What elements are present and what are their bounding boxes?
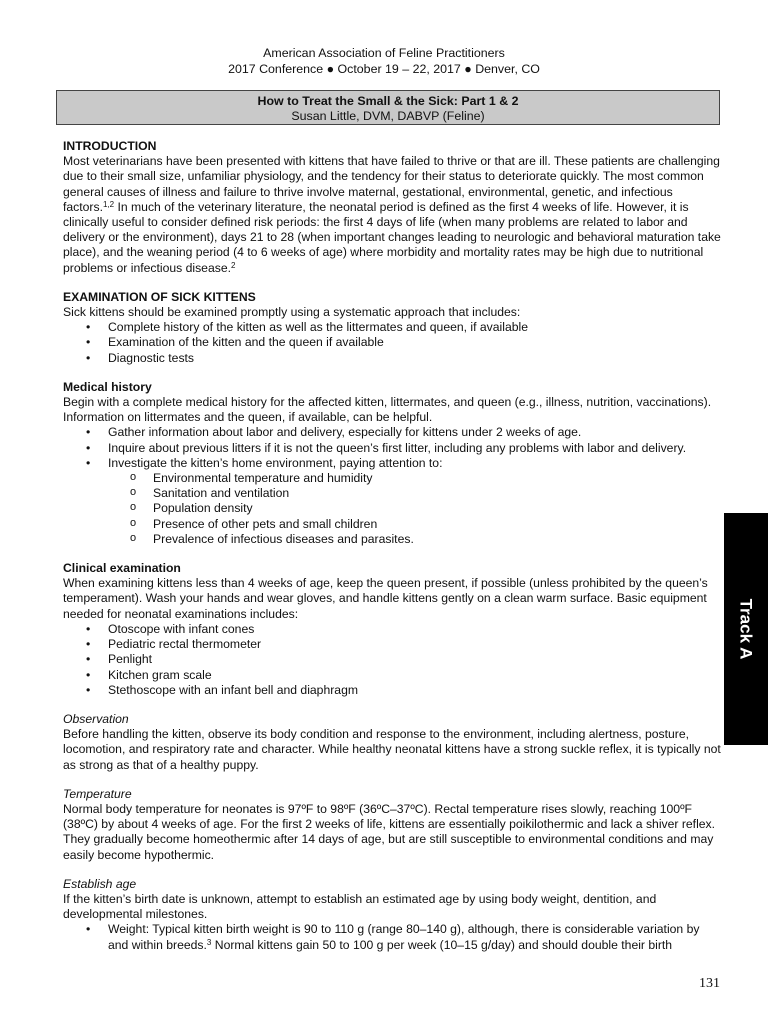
medical-history-list [63, 425, 721, 471]
examination-intro: Sick kittens should be examined promptly using a systematic approach that includes: [63, 305, 521, 320]
establish-age-list [63, 922, 721, 952]
page-number: 131 [699, 976, 720, 991]
introduction-text-part1: Most veterinarians have been presented with kittens that have failed to thrive or that are ill. These patients are challenging due to their small size, unfamiliar physiology, and the tendency for their status to deteriorate quickly. The most common general causes of illness and failure to thrive involve maternal, gestational, environmental, genetic, and infectious factors. [63, 154, 720, 214]
list-item: • Penlight [63, 652, 721, 667]
list-item [63, 922, 721, 952]
list-item: • Pediatric rectal thermometer [63, 637, 721, 652]
sublist-item: o Presence of other pets and small children [63, 517, 721, 532]
list-item-text: Investigate the kitten’s home environment, paying attention to: [108, 455, 443, 470]
establish-age-heading: Establish age [63, 876, 137, 891]
weight-text-part2: Normal kittens gain 50 to 100 g per week (10–15 g/day) and should double their birth [211, 937, 673, 952]
clinical-exam-heading: Clinical examination [63, 561, 181, 576]
citation-ref: 2 [231, 260, 236, 270]
medical-history-heading: Medical history [63, 379, 152, 394]
temperature-heading: Temperature [63, 786, 132, 801]
list-item [63, 456, 721, 471]
list-item: • Kitchen gram scale [63, 668, 721, 683]
citation-ref: 1,2 [102, 199, 115, 209]
equipment-list [63, 622, 721, 698]
observation-text: Before handling the kitten, observe its body condition and response to the environment, including alertness, posture, locomotion, and respiratory rate and character. While healthy neonatal kittens have a strong suckle reflex, it is typically not as strong as that of a healthy puppy. [63, 727, 721, 772]
list-item: • Gather information about labor and delivery, especially for kittens under 2 weeks of age. [63, 425, 721, 440]
conference-info: 2017 Conference ● October 19 – 22, 2017 ● Denver, CO [228, 62, 540, 76]
sublist-item: o Prevalence of infectious diseases and parasites. [63, 532, 721, 547]
title-box [56, 90, 720, 125]
observation-heading: Observation [63, 711, 129, 726]
sublist-item: o Population density [63, 501, 721, 516]
track-label: Track A [736, 598, 756, 660]
temperature-text: Normal body temperature for neonates is 97ºF to 98ºF (36ºC–37ºC). Rectal temperature rises slowly, reaching 100ºF (38ºC) by about 4 weeks of age. For the first 2 weeks of life, kittens are essentially poikilothermic and lack a shiver reflex. They gradually become homeothermic after 14 days of age, but are still susceptible to environmental conditions and may easily become hypothermic. [63, 801, 716, 862]
sublist-item: o Environmental temperature and humidity [63, 471, 721, 486]
citation-ref: 3 [206, 937, 212, 947]
list-item: • Examination of the kitten and the queen if available [63, 335, 721, 350]
clinical-exam-intro: When examining kittens less than 4 weeks of age, keep the queen present, if possible (unless prohibited by the queen’s temperament). Wash your hands and wear gloves, and handle kittens gently on a clean warm surface. Basic equipment needed for neonatal examinations includes: [63, 576, 708, 621]
list-item: • Inquire about previous litters if it is not the queen’s first litter, including any problems with labor and delivery. [63, 441, 721, 456]
home-environment-sublist [63, 471, 721, 547]
lecture-title: How to Treat the Small & the Sick: Part 1 & 2 [257, 94, 519, 108]
introduction-paragraph [63, 154, 721, 276]
weight-text-part1: Typical kitten birth weight is 90 to 110 g (range 80–140 g), although, there is considerable variation by and within breeds. [108, 922, 700, 952]
list-item: • Stethoscope with an infant bell and diaphragm [63, 683, 721, 698]
organization-name: American Association of Feline Practitioners [263, 46, 505, 60]
examination-heading: EXAMINATION OF SICK KITTENS [63, 289, 256, 304]
lecture-author: Susan Little, DVM, DABVP (Feline) [291, 109, 485, 123]
list-item: • Complete history of the kitten as well as the littermates and queen, if available [63, 320, 721, 335]
introduction-text-part2: In much of the veterinary literature, the neonatal period is defined as the first 4 weeks of life. However, it is clinically useful to consider defined risk periods: the first 4 days of life (when many problems are related to labor and delivery or the environment), days 21 to 28 (when important changes leading to neurologic and behavioral maturation take place), and the weaning period (4 to 6 weeks of age) where morbidity and mortality rates may be high due to nutritional problems or infectious disease. [63, 199, 721, 275]
conference-header [0, 45, 768, 77]
sublist-item: o Sanitation and ventilation [63, 486, 721, 501]
list-item: • Otoscope with infant cones [63, 622, 721, 637]
establish-age-text: If the kitten’s birth date is unknown, attempt to establish an estimated age by using body weight, dentition, and developmental milestones. [63, 891, 657, 922]
examination-list [63, 320, 721, 366]
document-body [63, 139, 721, 953]
introduction-heading: INTRODUCTION [63, 139, 157, 153]
medical-history-intro: Begin with a complete medical history for the affected kitten, littermates, and queen (e.g., illness, nutrition, vaccinations). Information on littermates and the queen, if available, can be helpful. [63, 395, 712, 425]
weight-label: Weight: [108, 922, 150, 937]
track-tab [724, 513, 768, 745]
list-item: • Diagnostic tests [63, 351, 721, 366]
